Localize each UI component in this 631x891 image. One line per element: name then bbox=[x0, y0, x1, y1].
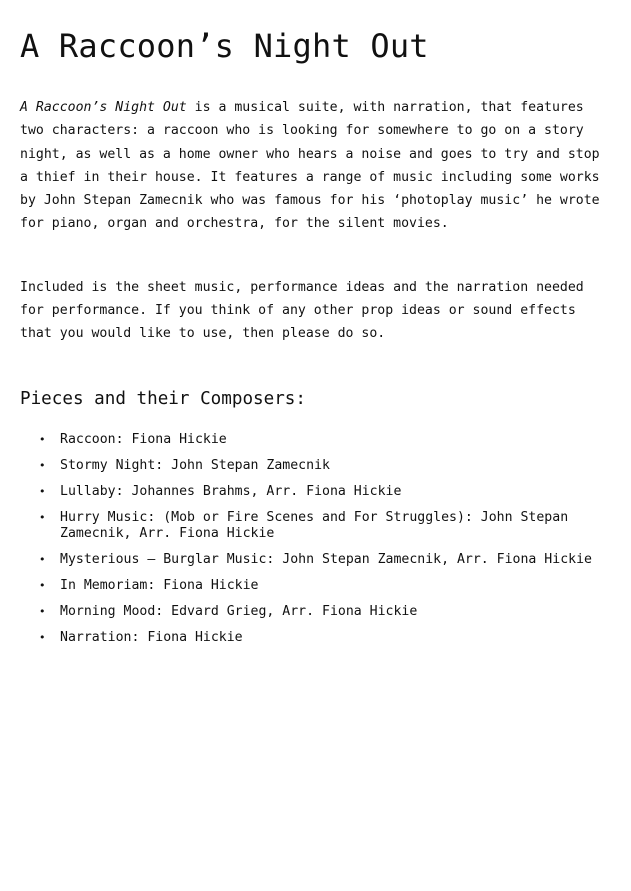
list-item-text: Hurry Music: (Mob or Fire Scenes and For Struggles): John Stepan Zamecnik, Arr. Fiona Hickie bbox=[60, 509, 569, 541]
list-item-text: Stormy Night: John Stepan Zamecnik bbox=[60, 457, 330, 473]
list-item bbox=[39, 483, 611, 500]
bullet-icon: • bbox=[39, 630, 46, 644]
included-paragraph: Included is the sheet music, performance ideas and the narration needed for performance. If you think of any other prop ideas or sound effects that you would like to use, then please do so. bbox=[20, 279, 584, 342]
bullet-icon: • bbox=[39, 510, 46, 524]
bullet-icon: • bbox=[39, 458, 46, 472]
list-item-text: Raccoon: Fiona Hickie bbox=[60, 431, 227, 447]
bullet-icon: • bbox=[39, 484, 46, 498]
list-item bbox=[39, 551, 611, 568]
list-item-text: Morning Mood: Edvard Grieg, Arr. Fiona Hickie bbox=[60, 603, 418, 619]
list-item bbox=[39, 629, 611, 646]
intro-paragraph bbox=[20, 96, 611, 236]
list-item-text: Mysterious – Burglar Music: John Stepan Zamecnik, Arr. Fiona Hickie bbox=[60, 551, 592, 567]
list-item-text: In Memoriam: Fiona Hickie bbox=[60, 577, 259, 593]
list-item-text: Narration: Fiona Hickie bbox=[60, 629, 243, 645]
list-item-text: Lullaby: Johannes Brahms, Arr. Fiona Hickie bbox=[60, 483, 402, 499]
intro-text: is a musical suite, with narration, that features two characters: a raccoon who is looking for somewhere to go on a story night, as well as a home owner who hears a noise and goes to try and stop a thief in their house. It features a range of music including some works by John Stepan Zamecnik who was famous for his ‘photoplay music’ he wrote for piano, organ and orchestra, for the silent movies. bbox=[20, 100, 600, 232]
bullet-icon: • bbox=[39, 604, 46, 618]
list-item bbox=[39, 577, 611, 594]
page-title: A Raccoon’s Night Out bbox=[20, 27, 429, 65]
bullet-icon: • bbox=[39, 578, 46, 592]
pieces-heading: Pieces and their Composers: bbox=[20, 388, 306, 409]
list-item bbox=[39, 603, 611, 620]
list-item bbox=[39, 431, 611, 448]
pieces-list bbox=[20, 432, 611, 646]
list-item bbox=[39, 509, 611, 542]
bullet-icon: • bbox=[39, 552, 46, 566]
list-item bbox=[39, 457, 611, 474]
bullet-icon: • bbox=[39, 432, 46, 446]
intro-title-italic: A Raccoon’s Night Out bbox=[20, 100, 187, 115]
